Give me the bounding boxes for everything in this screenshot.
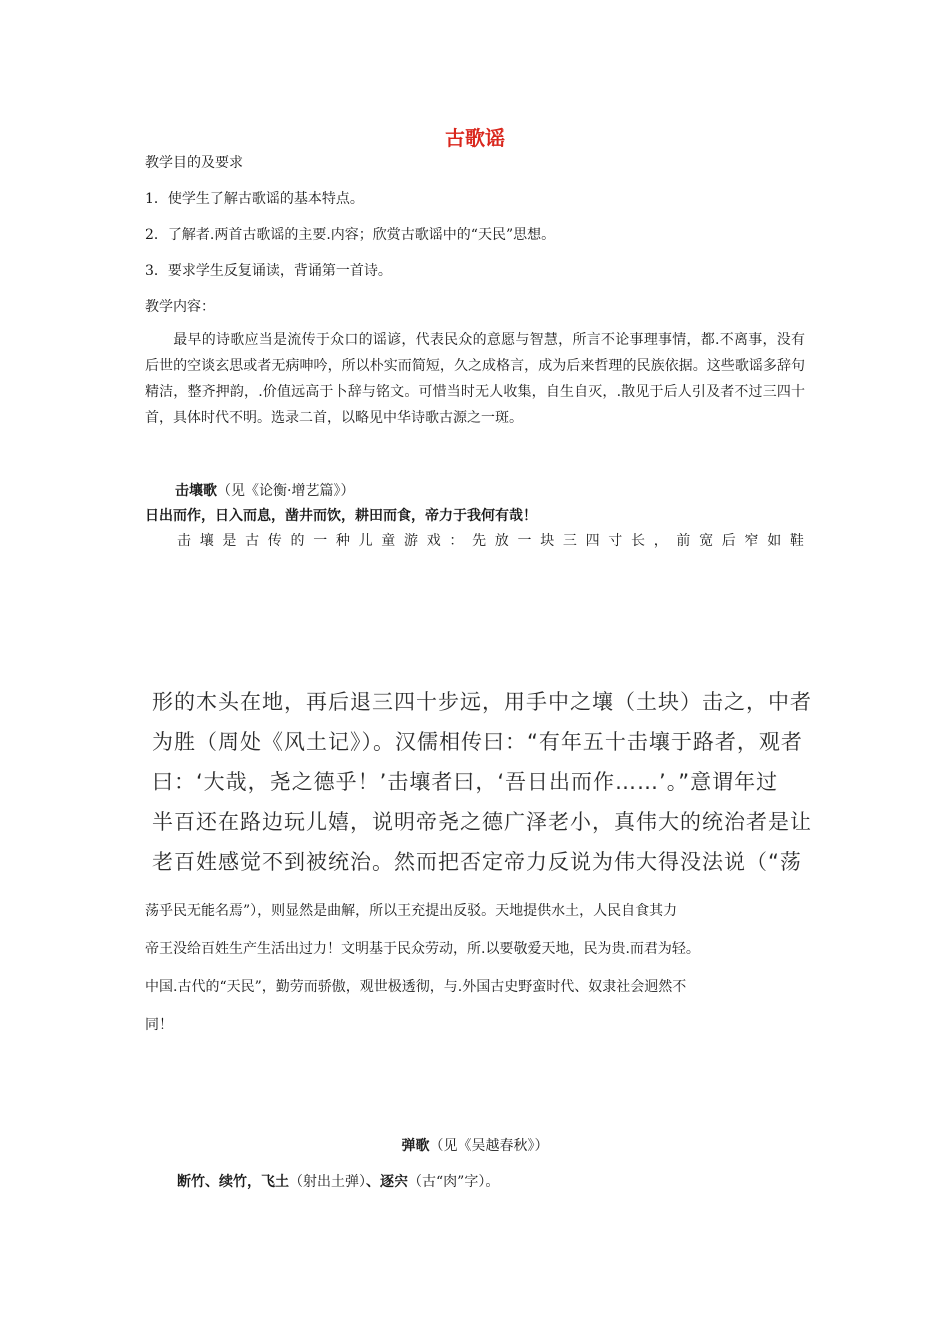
scanned-note-block — [152, 682, 812, 882]
objective-item-2: 2．了解者.两首古歌谣的主要.内容；欣赏古歌谣中的“天民”思想。 — [145, 227, 556, 243]
poem2-text-part1: 断竹、续竹，飞土 — [177, 1174, 289, 1190]
poem2-title-name: 弹歌 — [401, 1138, 430, 1154]
continued-line: 帝王没给百姓生产生活出过力！文明基于民众劳动，所.以要敬爱天地，民为贵.而君为轻。 — [145, 941, 700, 957]
poem2-text — [177, 1172, 499, 1192]
poem1-title-name: 击壤歌 — [175, 483, 217, 499]
page-title: 古歌谣 — [445, 126, 505, 150]
objective-item-1: 1．使学生了解古歌谣的基本特点。 — [145, 191, 364, 207]
poem1-note-line1: 击壤是古传的一种儿童游戏：先放一块三四寸长，前宽后窄如鞋 — [177, 533, 813, 549]
poem1-title-source: （见《论衡·增艺篇》） — [217, 483, 355, 499]
scanned-line: 形的木头在地，再后退三四十步远，用手中之壤（土块）击之，中者 — [152, 690, 812, 714]
objective-item-3: 3．要求学生反复诵读，背诵第一首诗。 — [145, 263, 392, 279]
poem1-title — [175, 481, 354, 501]
poem2-title-source: （见《吴越春秋》） — [429, 1138, 549, 1154]
scanned-line: 半百还在路边玩儿嬉，说明帝尧之德广泽老小，真伟大的统治者是让 — [152, 810, 812, 834]
poem1-text: 日出而作，日入而息，凿井而饮，耕田而食，帝力于我何有哉！ — [145, 508, 537, 524]
scanned-line: 曰：‘大哉，尧之德乎！’击壤者曰，‘吾日出而作……’。”意谓年过 — [152, 770, 779, 794]
continued-line: 中国.古代的“天民”，勤劳而骄傲，观世极透彻，与.外国古史野蛮时代、奴隶社会迥然不 — [145, 979, 687, 995]
poem2-text-part3: 、逐宍 — [366, 1174, 408, 1190]
objectives-heading: 教学目的及要求 — [145, 155, 243, 171]
intro-text: 最早的诗歌应当是流传于众口的谣谚，代表民众的意愿与智慧，所言不论事理事情，都.不离事，没有后世的空谈玄思或者无病呻吟，所以朴实而简短，久之成格言，成为后来哲理的民族依据。这些歌谣多辞句精洁，整齐押韵，.价值远高于卜辞与铭文。可惜当时无人收集，自生自灭，.散见于后人引及者不过三四十首，具体时代不明。选录二首，以略见中华诗歌古源之一斑。 — [145, 332, 805, 426]
poem2-title — [0, 1136, 950, 1156]
continued-line: 荡乎民无能名焉”），则显然是曲解，所以王充提出反驳。天地提供水土，人民自食其力 — [145, 903, 678, 919]
intro-paragraph — [145, 327, 805, 431]
continued-line: 同！ — [145, 1017, 173, 1033]
content-heading: 教学内容： — [145, 299, 215, 315]
poem2-text-part4: （古“肉”字）。 — [408, 1174, 500, 1190]
scanned-line: 为胜（周处《风土记》）。汉儒相传曰：“有年五十击壤于路者，观者 — [152, 730, 803, 754]
poem2-text-part2: （射出土弹） — [289, 1174, 366, 1190]
continued-note-block — [145, 892, 810, 1044]
scanned-line: 老百姓感觉不到被统治。然而把否定帝力反说为伟大得没法说（“荡 — [152, 850, 802, 874]
